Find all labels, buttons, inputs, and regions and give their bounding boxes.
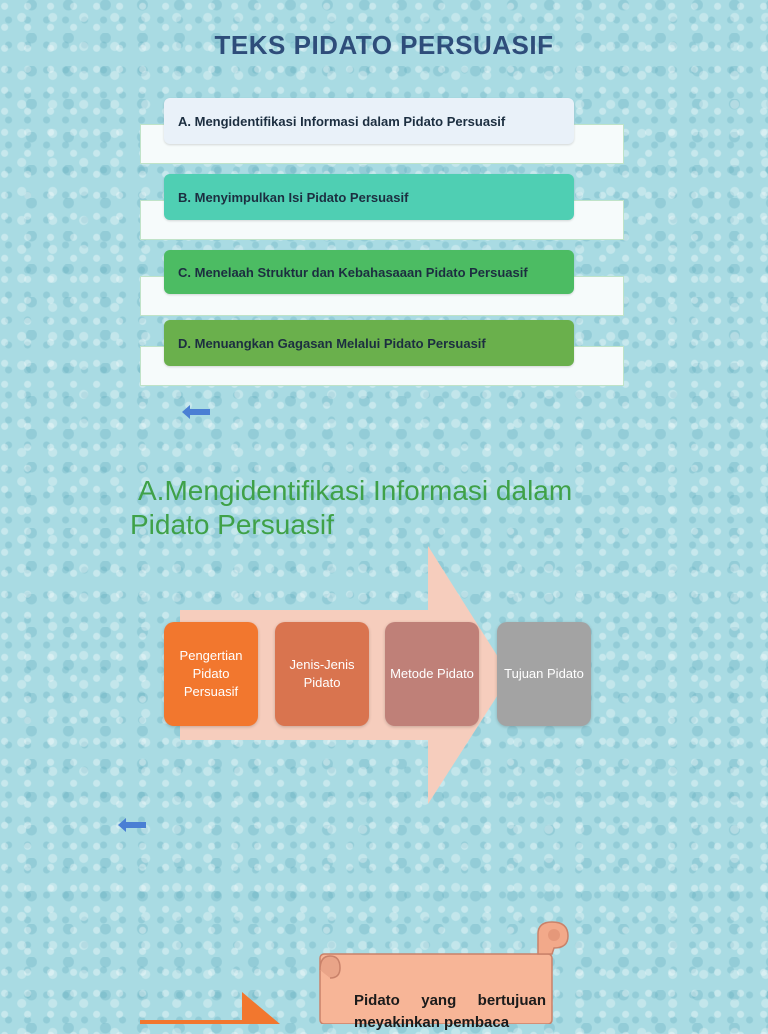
menu-item-c-label[interactable]: C. Menelaah Struktur dan Kebahasaaan Pidato Persuasif [164,250,574,294]
section-a-heading-line2: Pidato Persuasif [130,509,334,540]
arrow-left-icon[interactable] [182,405,210,419]
step-jenis[interactable]: Jenis-Jenis Pidato [275,622,369,726]
arrow-right-icon [140,990,280,1024]
section-a-heading-line1: A.Mengidentifikasi Informasi dalam [138,475,573,506]
menu-item-d-label[interactable]: D. Menuangkan Gagasan Melalui Pidato Persuasif [164,320,574,366]
menu-item-d[interactable] [140,320,624,382]
menu-item-c[interactable] [140,250,624,312]
step-tujuan[interactable]: Tujuan Pidato [497,622,591,726]
menu-item-b[interactable] [140,174,624,236]
page-title: TEKS PIDATO PERSUASIF [214,30,554,60]
step-metode[interactable]: Metode Pidato [385,622,479,726]
section-a-heading [130,474,650,542]
menu-item-a[interactable] [140,98,624,160]
menu-item-b-label[interactable]: B. Menyimpulkan Isi Pidato Persuasif [164,174,574,220]
menu-item-a-label[interactable]: A. Mengidentifikasi Informasi dalam Pidato Persuasif [164,98,574,144]
arrow-left-icon[interactable] [118,818,146,832]
step-pengertian[interactable]: Pengertian Pidato Persuasif [164,622,258,726]
scroll-text: Pidato yang bertujuan meyakinkan pembaca [354,992,546,1031]
